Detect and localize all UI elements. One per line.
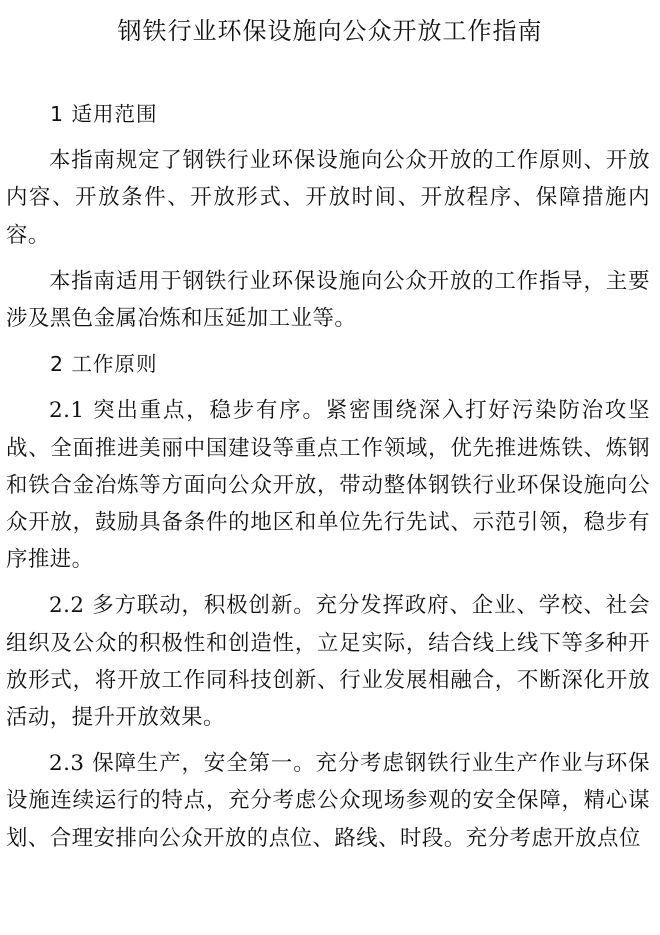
paragraph-scope-2: 本指南适用于钢铁行业环保设施向公众开放的工作指导，主要涉及黑色金属冶炼和压延加工业等。 (6, 268, 650, 332)
spacer (6, 383, 650, 392)
spacer (6, 736, 650, 745)
spacer (6, 254, 650, 263)
spacer (6, 578, 650, 587)
document-title: 钢铁行业环保设施向公众开放工作指南 (117, 17, 543, 45)
paragraph-scope-1: 本指南规定了钢铁行业环保设施向公众开放的工作原则、开放内容、开放条件、开放形式、开放时间、开放程序、保障措施内容。 (6, 148, 650, 248)
paragraph-principle-2-1: 2.1 突出重点，稳步有序。紧密围绕深入打好污染防治攻坚战、全面推进美丽中国建设等重点工作领域，优先推进炼铁、炼钢和铁合金冶炼等方面向公众开放，带动整体钢铁行业环保设施向公众开放，鼓励具备条件的地区和单位先行先试、示范引领，稳步有序推进。 (6, 398, 650, 573)
spacer (6, 337, 650, 346)
spacer (6, 133, 650, 142)
paragraph-principle-2-2: 2.2 多方联动，积极创新。充分发挥政府、企业、学校、社会组织及公众的积极性和创造性，立足实际，结合线上线下等多种开放形式，将开放工作同科技创新、行业发展相融合，不断深化开放活动，提升开放效果。 (6, 593, 650, 731)
paragraph-principle-2-3: 2.3 保障生产，安全第一。充分考虑钢铁行业生产作业与环保设施连续运行的特点，充分考虑公众现场参观的安全保障，精心谋划、合理安排向公众开放的点位、路线、时段。充分考虑开放点位 (6, 751, 650, 851)
section-heading-principles: 2 工作原则 (50, 352, 158, 377)
section-heading-scope: 1 适用范围 (50, 102, 158, 126)
document-body (6, 96, 650, 857)
